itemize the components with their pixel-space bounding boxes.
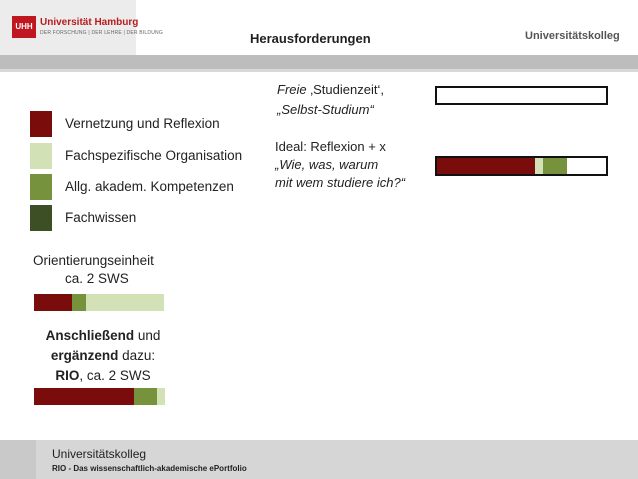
legend-swatch	[30, 174, 52, 200]
bar-segment	[567, 158, 606, 174]
legend-label: Allg. akadem. Kompetenzen	[65, 179, 234, 194]
freie-bar	[435, 86, 608, 105]
bar-segment	[72, 294, 86, 311]
logo-name: Universität Hamburg	[40, 17, 139, 28]
bar-segment	[437, 158, 535, 174]
orientation-bar	[34, 294, 164, 311]
footer-title: Universitätskolleg	[52, 447, 147, 461]
orientation-line1: Orientierungseinheit	[33, 253, 154, 268]
ideal-line1: Ideal: Reflexion + x	[275, 139, 386, 154]
legend-swatch	[30, 143, 52, 169]
orientation-text	[33, 252, 173, 288]
rio-line1: Anschließend und	[45, 328, 161, 343]
rio-line3: RIO, ca. 2 SWS	[55, 368, 151, 383]
slide-header	[0, 0, 638, 58]
header-band-light	[0, 69, 638, 72]
bar-segment	[543, 158, 567, 174]
brand-name: Universitätskolleg	[525, 30, 620, 42]
legend-label: Fachwissen	[65, 210, 137, 225]
legend-label: Vernetzung und Reflexion	[65, 116, 220, 131]
freie-studienzeit-text	[277, 80, 384, 120]
freie-line2: „Selbst-Studium“	[277, 102, 374, 117]
ideal-text	[275, 138, 405, 192]
bar-segment	[134, 388, 158, 405]
bar-segment	[157, 388, 165, 405]
bar-segment	[34, 388, 134, 405]
legend-swatch	[30, 205, 52, 231]
logo-mark: UHH	[12, 16, 36, 38]
bar-segment	[535, 158, 543, 174]
ideal-line3: mit wem studiere ich?“	[275, 175, 406, 190]
rio-bar	[34, 388, 165, 405]
legend-label: Fachspezifische Organisation	[65, 148, 243, 163]
orientation-line2: ca. 2 SWS	[65, 271, 129, 286]
ideal-line2: „Wie, was, warum	[275, 157, 379, 172]
footer-subtitle: RIO - Das wissenschaftlich-akademische ePortfolio	[52, 464, 247, 473]
legend-swatch	[30, 111, 52, 137]
header-band	[0, 55, 638, 69]
bar-segment	[86, 294, 164, 311]
university-logo	[0, 0, 163, 58]
ideal-bar	[435, 156, 608, 176]
rio-text	[38, 326, 168, 386]
logo-tagline: DER FORSCHUNG | DER LEHRE | DER BILDUNG	[40, 30, 163, 36]
rio-line2: ergänzend dazu:	[50, 348, 156, 363]
bar-segment	[34, 294, 72, 311]
freie-line1: Freie ‚Studienzeit‘,	[277, 82, 384, 97]
slide-title: Herausforderungen	[250, 31, 371, 46]
